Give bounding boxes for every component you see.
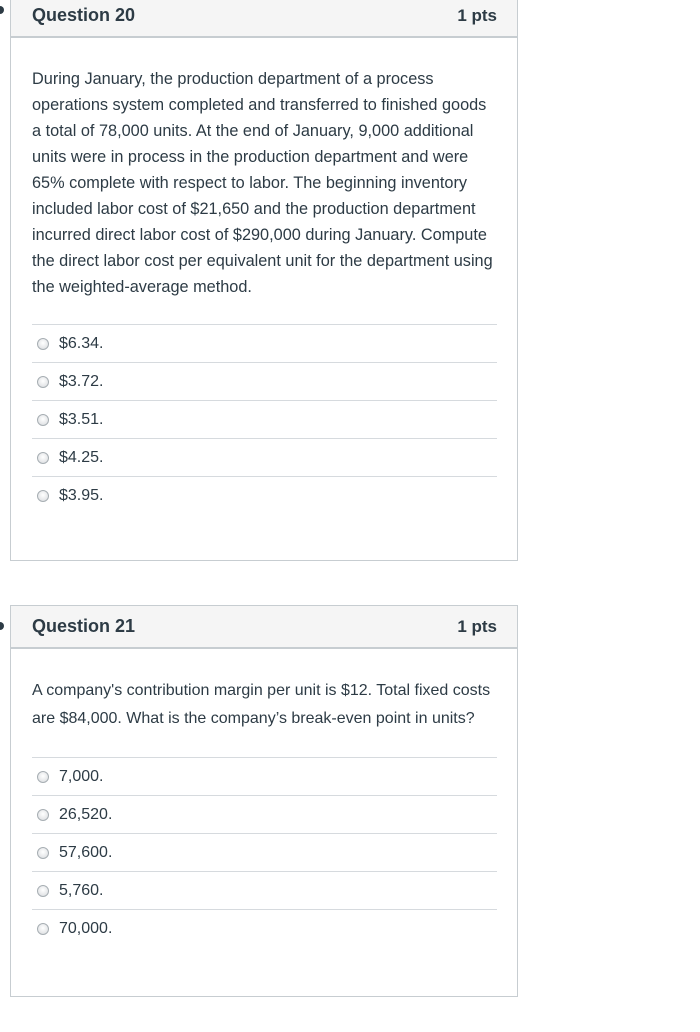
question-points: 1 pts	[457, 6, 497, 25]
answer-option[interactable]	[32, 477, 497, 514]
question-header	[10, 0, 518, 38]
answer-label: 7,000.	[59, 767, 104, 785]
question-body	[10, 649, 518, 997]
answer-list	[32, 324, 497, 514]
question-points: 1 pts	[457, 617, 497, 636]
answer-label: 70,000.	[59, 919, 113, 937]
radio-button[interactable]	[37, 490, 49, 502]
answer-option[interactable]	[32, 834, 497, 872]
answer-option[interactable]	[32, 325, 497, 363]
radio-button[interactable]	[37, 923, 49, 935]
answer-option[interactable]	[32, 439, 497, 477]
answer-label: 5,760.	[59, 881, 104, 899]
radio-button[interactable]	[37, 809, 49, 821]
question-text: During January, the production department of a process operations system completed and transferred to finished goods a total of 78,000 units. At the end of January, 9,000 additional units were in process in the production department and were 65% complete with respect to labor. The beginning inventory included labor cost of $21,650 and the production department incurred direct labor cost of $290,000 during January. Compute the direct labor cost per equivalent unit for the department using the weighted-average method.	[32, 70, 493, 296]
answer-option[interactable]	[32, 758, 497, 796]
question-20	[10, 0, 518, 561]
question-title: Question 20	[32, 5, 136, 25]
question-marker	[0, 622, 4, 630]
question-header	[10, 605, 518, 649]
radio-button[interactable]	[37, 338, 49, 350]
question-21	[10, 605, 518, 997]
answer-option[interactable]	[32, 910, 497, 947]
question-title: Question 21	[32, 616, 136, 636]
answer-label: $3.72.	[59, 372, 104, 390]
question-marker	[0, 6, 4, 14]
answer-label: $6.34.	[59, 334, 104, 352]
radio-button[interactable]	[37, 771, 49, 783]
question-body	[10, 38, 518, 561]
answer-label: 57,600.	[59, 843, 113, 861]
answer-option[interactable]	[32, 872, 497, 910]
answer-label: $4.25.	[59, 448, 104, 466]
radio-button[interactable]	[37, 414, 49, 426]
answer-label: $3.51.	[59, 410, 104, 428]
answer-option[interactable]	[32, 401, 497, 439]
answer-label: 26,520.	[59, 805, 113, 823]
radio-button[interactable]	[37, 452, 49, 464]
radio-button[interactable]	[37, 885, 49, 897]
question-text: A company's contribution margin per unit is $12. Total fixed costs are $84,000. What is the company’s break-even point in units?	[32, 682, 491, 727]
radio-button[interactable]	[37, 847, 49, 859]
radio-button[interactable]	[37, 376, 49, 388]
answer-list	[32, 757, 497, 947]
answer-option[interactable]	[32, 363, 497, 401]
answer-label: $3.95.	[59, 486, 104, 504]
answer-option[interactable]	[32, 796, 497, 834]
